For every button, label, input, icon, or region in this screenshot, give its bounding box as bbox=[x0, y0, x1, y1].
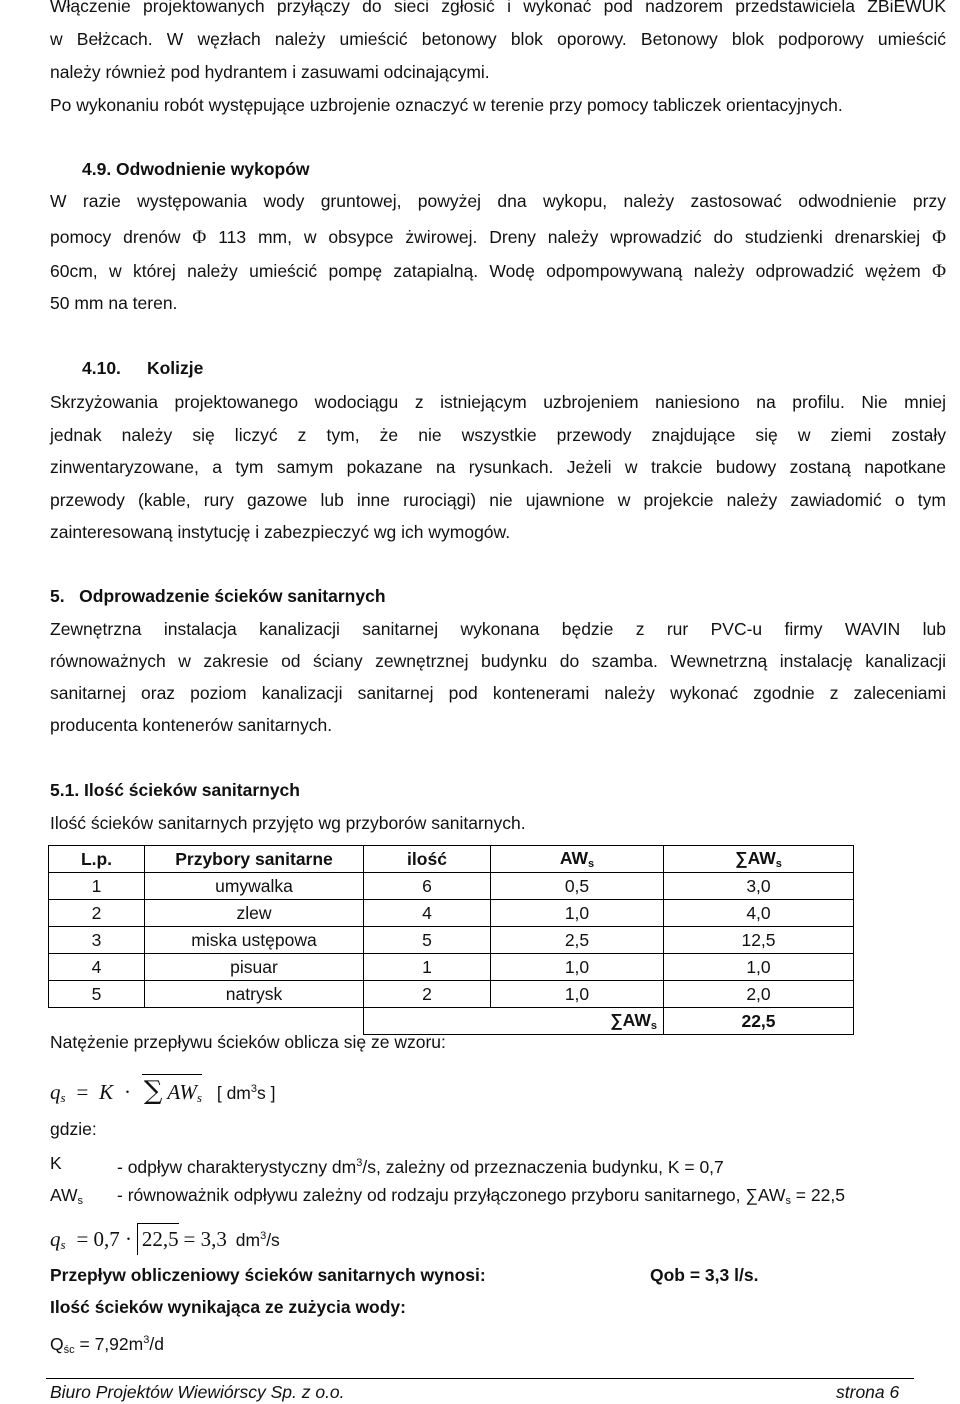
cell-lp: 1 bbox=[49, 873, 145, 900]
s410-line-2: jednak należy się liczyć z tym, że nie wszystkie przewody znajdujące się w ziemi zostały bbox=[50, 425, 946, 445]
usage-value: $Q_{śc} = 7,92m^3/d$ bbox=[50, 1334, 164, 1356]
usage-label: Ilość ścieków wynikająca ze zużycia wody: bbox=[50, 1297, 406, 1317]
table-row bbox=[49, 927, 854, 954]
header-sum-aw: $\sum AW_s$ bbox=[664, 846, 854, 873]
table-row bbox=[49, 954, 854, 981]
cell-aw: 1,0 bbox=[491, 900, 664, 927]
cell-count: 2 bbox=[364, 981, 491, 1008]
formula: $q_s = K$ · ∑ $AW_s$ [ $dm^3s$ ] bbox=[50, 1073, 946, 1105]
cell-sum-aw: 3,0 bbox=[664, 873, 854, 900]
formula-intro: Natężenie przepływu ścieków oblicza się ze wzoru: bbox=[50, 1032, 446, 1052]
cell-lp: 3 bbox=[49, 927, 145, 954]
cell-fixture: zlew bbox=[145, 900, 364, 927]
s5-line-4: producenta kontenerów sanitarnych. bbox=[50, 715, 333, 735]
header-count: ilość bbox=[364, 846, 491, 873]
flow-result: Przepływ obliczeniowy ścieków sanitarnych wynosi: Qob = 3,3 l/s. bbox=[50, 1265, 759, 1285]
intro-line-3: należy również pod hydrantem i zasuwami odcinającymi. bbox=[50, 62, 490, 82]
section-4-9-heading: 4.9. Odwodnienie wykopów bbox=[82, 159, 310, 179]
footer-company: Biuro Projektów Wiewiórscy Sp. z o.o. bbox=[50, 1382, 345, 1402]
cell-fixture: miska ustępowa bbox=[145, 927, 364, 954]
total-value: 22,5 bbox=[664, 1008, 854, 1035]
cell-aw: 2,5 bbox=[491, 927, 664, 954]
table-row bbox=[49, 981, 854, 1008]
s410-line-5: zainteresowaną instytucję i zabezpieczyć wg ich wymogów. bbox=[50, 522, 511, 542]
sqrt-icon: ∑ $AW_s$ bbox=[142, 1074, 202, 1114]
cell-sum-aw: 4,0 bbox=[664, 900, 854, 927]
s49-line-3: 60cm, w której należy umieścić pompę zatapialną. Wodę odpompowywaną należy odprowadzić wężem Φ bbox=[50, 261, 946, 282]
intro-line-2: w Bełżcach. W węzłach należy umieścić betonowy blok oporowy. Betonowy blok podporowy umieścić bbox=[50, 29, 946, 49]
cell-sum-aw: 12,5 bbox=[664, 927, 854, 954]
cell-aw: 1,0 bbox=[491, 981, 664, 1008]
total-label: $\sum AW_s$ bbox=[364, 1008, 664, 1035]
s5-line-1: Zewnętrzna instalacja kanalizacji sanitarnej wykonana będzie z rur PVC-u firmy WAVIN lub bbox=[50, 619, 946, 639]
cell-lp: 2 bbox=[49, 900, 145, 927]
cell-count: 5 bbox=[364, 927, 491, 954]
def-aw: $AW_s$ - równoważnik odpływu zależny od rodzaju przyłączonego przyboru sanitarnego, $\sum AW_s = 22,5$ bbox=[50, 1185, 845, 1207]
section-5-heading: 5. Odprowadzenie ścieków sanitarnych bbox=[50, 586, 386, 606]
cell-sum-aw: 2,0 bbox=[664, 981, 854, 1008]
def-k: K - odpływ charakterystyczny $dm^3/s$, zależny od przeznaczenia budynku, K = 0,7 bbox=[50, 1153, 724, 1177]
footer-divider bbox=[46, 1378, 914, 1379]
table-header-row bbox=[49, 846, 854, 873]
footer-page-number: strona 6 bbox=[836, 1382, 900, 1402]
s51-intro: Ilość ścieków sanitarnych przyjęto wg przyborów sanitarnych. bbox=[50, 813, 526, 833]
s49-line-1: W razie występowania wody gruntowej, powyżej dna wykopu, należy zastosować odwodnienie przy bbox=[50, 191, 946, 211]
phi-symbol: Φ bbox=[932, 227, 946, 248]
s49-line-4: 50 mm na teren. bbox=[50, 293, 178, 313]
header-fixtures: Przybory sanitarne bbox=[145, 846, 364, 873]
cell-sum-aw: 1,0 bbox=[664, 954, 854, 981]
cell-count: 1 bbox=[364, 954, 491, 981]
s5-line-3: sanitarnej oraz poziom kanalizacji sanitarnej pod kontenerami należy wykonać zgodnie z zaleceniami bbox=[50, 683, 946, 703]
table-row bbox=[49, 873, 854, 900]
fixtures-table bbox=[48, 845, 854, 1035]
phi-symbol: Φ bbox=[192, 227, 207, 248]
section-5-1-heading: 5.1. Ilość ścieków sanitarnych bbox=[50, 780, 300, 800]
cell-lp: 4 bbox=[49, 954, 145, 981]
phi-symbol: Φ bbox=[932, 261, 946, 282]
intro-line-4: Po wykonaniu robót występujące uzbrojenie oznaczyć w terenie przy pomocy tabliczek orientacyjnych. bbox=[50, 95, 843, 115]
sqrt-icon: 22,5 bbox=[137, 1223, 179, 1255]
cell-fixture: umywalka bbox=[145, 873, 364, 900]
section-4-10-heading: 4.10. Kolizje bbox=[82, 358, 204, 378]
header-lp: L.p. bbox=[49, 846, 145, 873]
calc: $q_s = 0,7 \cdot 22,5 = 3,3$ $dm^3/s$ bbox=[50, 1221, 946, 1251]
s410-line-3: zinwentaryzowane, a tym samym pokazane na rysunkach. Jeżeli w trakcie budowy zostaną napotkane bbox=[50, 457, 946, 477]
s5-line-2: równoważnych w zakresie od ściany zewnętrznej budynku do szamba. Wewnetrzną instalację kanalizacji bbox=[50, 651, 946, 671]
s410-line-1: Skrzyżowania projektowanego wodociągu z istniejącym uzbrojeniem naniesiono na profilu. Nie mniej bbox=[50, 392, 946, 412]
cell-aw: 0,5 bbox=[491, 873, 664, 900]
intro-line-1: Włączenie projektowanych przyłączy do sieci zgłosić i wykonać pod nadzorem przedstawiciela ZBiEWUK bbox=[50, 0, 946, 16]
cell-lp: 5 bbox=[49, 981, 145, 1008]
cell-count: 6 bbox=[364, 873, 491, 900]
s49-line-2: pomocy drenów Φ 113 mm, w obsypce żwirowej. Dreny należy wprowadzić do studzienki drenarskiej Φ bbox=[50, 227, 946, 248]
cell-count: 4 bbox=[364, 900, 491, 927]
cell-aw: 1,0 bbox=[491, 954, 664, 981]
cell-fixture: pisuar bbox=[145, 954, 364, 981]
header-aw: $AW_s$ bbox=[491, 846, 664, 873]
s410-line-4: przewody (kable, rury gazowe lub inne rurociągi) nie ujawnione w projekcie należy zawiadomić o tym bbox=[50, 490, 946, 510]
table-row bbox=[49, 900, 854, 927]
gdzie-label: gdzie: bbox=[50, 1119, 97, 1139]
cell-fixture: natrysk bbox=[145, 981, 364, 1008]
